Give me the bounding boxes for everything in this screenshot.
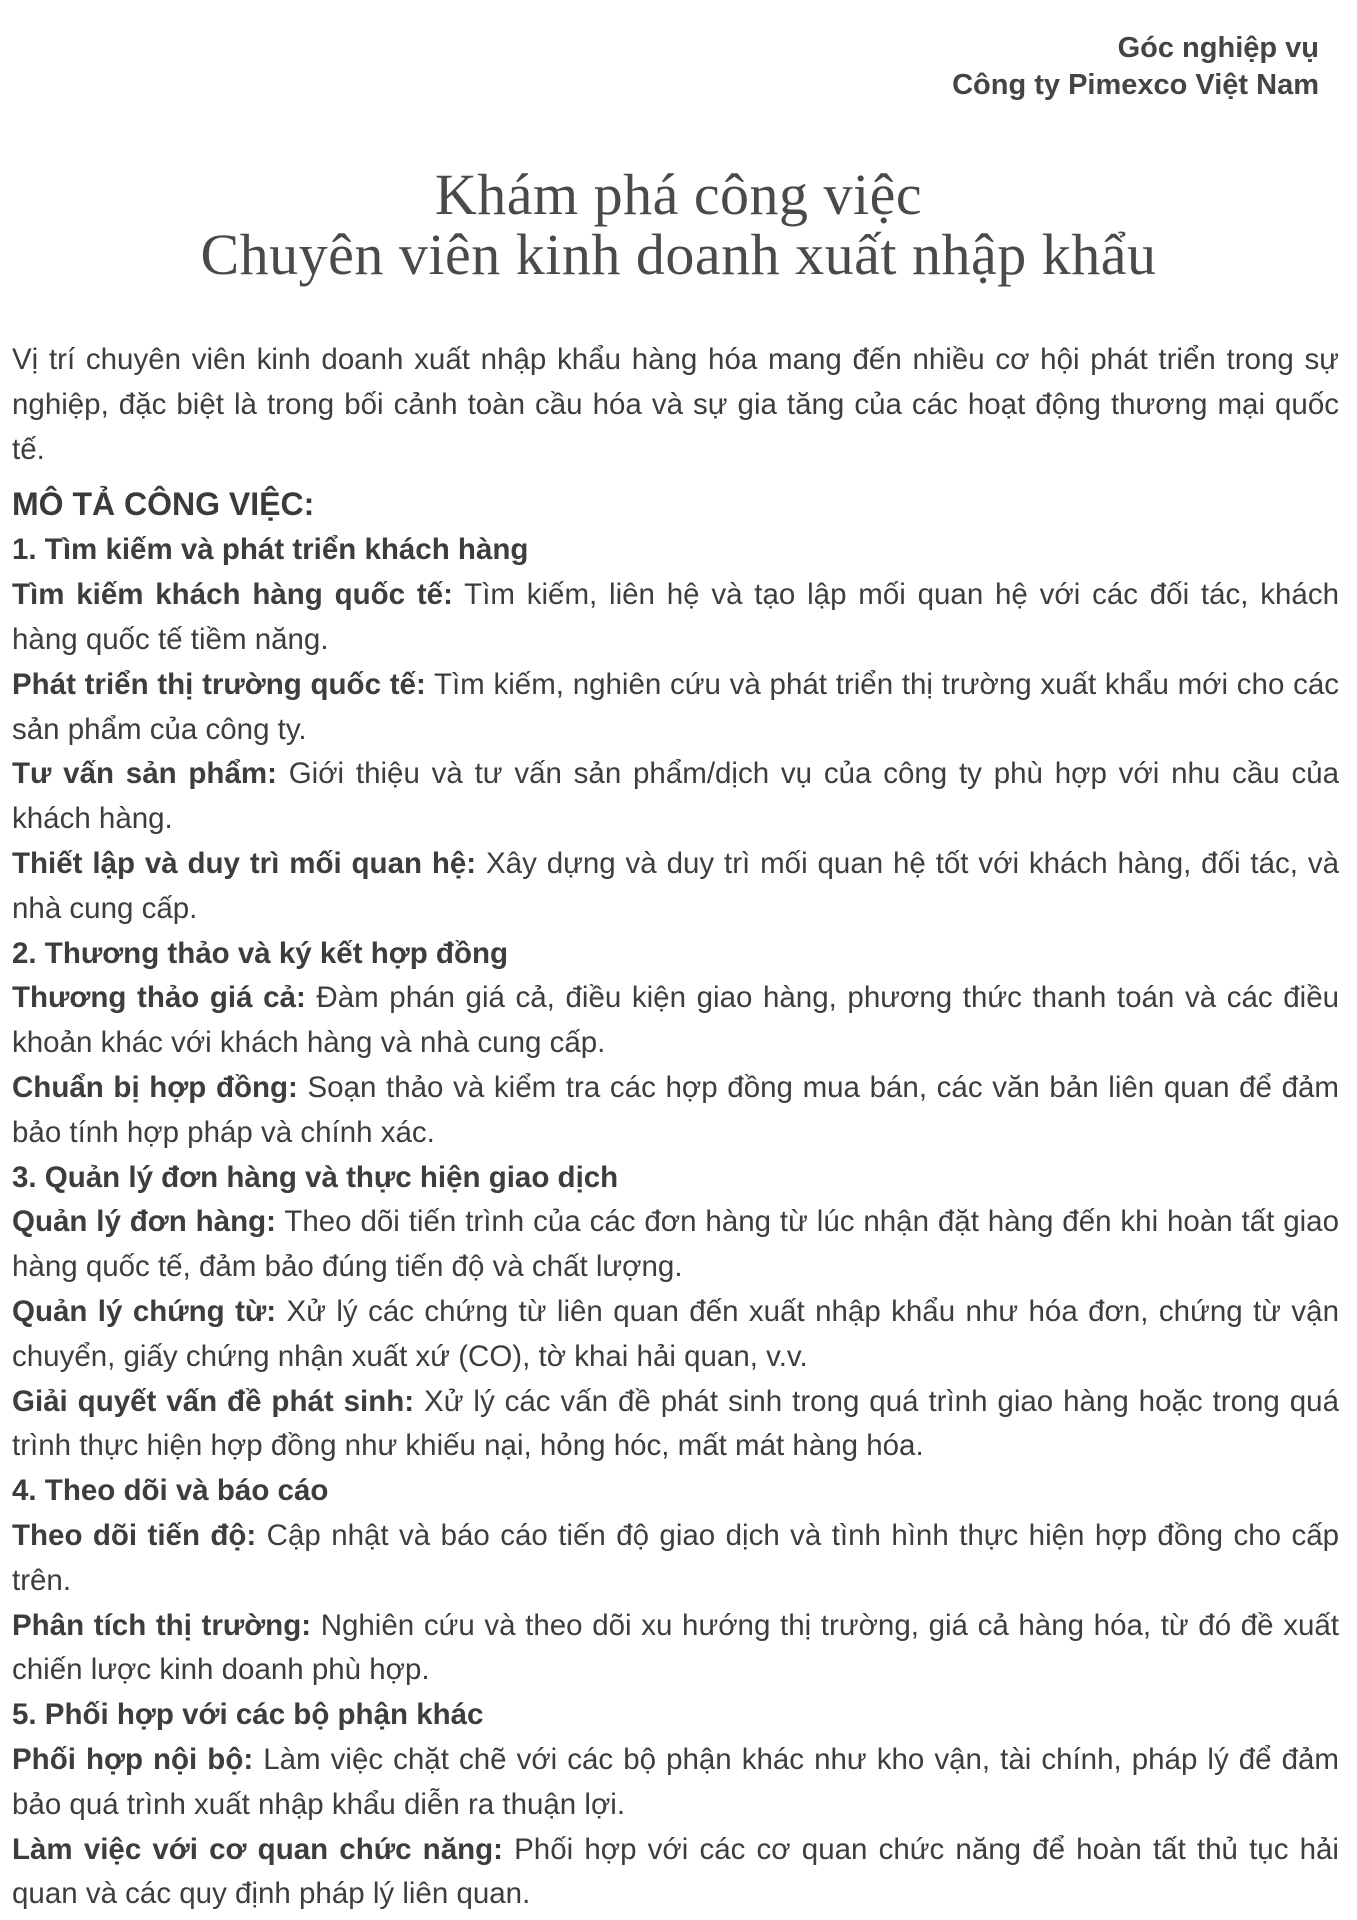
item-text: Nghiên cứu và theo dõi xu hướng thị trường, giá cả hàng hóa, từ đó đề xuất chiến lược kinh doanh phù hợp.: [12, 1608, 1339, 1687]
list-item: [12, 573, 1339, 663]
item-label: Thiết lập và duy trì mối quan hệ:: [12, 846, 477, 880]
list-item: [12, 976, 1339, 1066]
item-text: Soạn thảo và kiểm tra các hợp đồng mua bán, các văn bản liên quan để đảm bảo tính hợp pháp và chính xác.: [12, 1070, 1339, 1149]
list-item: [12, 1514, 1339, 1604]
list-item: [12, 1828, 1339, 1918]
item-text: Tìm kiếm, liên hệ và tạo lập mối quan hệ với các đối tác, khách hàng quốc tế tiềm năng.: [12, 578, 1339, 656]
item-label: Thương thảo giá cả:: [12, 981, 306, 1015]
group-heading: 1. Tìm kiếm và phát triển khách hàng: [12, 533, 529, 567]
title-line-2: Chuyên viên kinh doanh xuất nhập khẩu: [200, 222, 1157, 287]
header-line-2: Công ty Pimexco Việt Nam: [952, 69, 1319, 101]
item-text: Xây dựng và duy trì mối quan hệ tốt với khách hàng, đối tác, và nhà cung cấp.: [12, 846, 1339, 925]
item-text: Theo dõi tiến trình của các đơn hàng từ lúc nhận đặt hàng đến khi hoàn tất giao hàng quốc tế, đảm bảo đúng tiến độ và chất lượng.: [12, 1205, 1339, 1284]
group-heading: 2. Thương thảo và ký kết hợp đồng: [12, 936, 509, 970]
item-label: Giải quyết vấn đề phát sinh:: [12, 1384, 415, 1418]
item-text: Cập nhật và báo cáo tiến độ giao dịch và tình hình thực hiện hợp đồng cho cấp trên.: [12, 1518, 1340, 1597]
list-item: [12, 1380, 1339, 1470]
page-title: [0, 162, 1357, 287]
item-text: Phối hợp với các cơ quan chức năng để hoàn tất thủ tục hải quan và các quy định pháp lý liên quan.: [12, 1832, 1339, 1911]
intro-paragraph: Vị trí chuyên viên kinh doanh xuất nhập khẩu hàng hóa mang đến nhiều cơ hội phát triển trong sự nghiệp, đặc biệt là trong bối cảnh toàn cầu hóa và sự gia tăng của các hoạt động thương mại quốc tế.: [12, 343, 1339, 466]
item-label: Phát triển thị trường quốc tế:: [12, 667, 426, 701]
header-line-1: Góc nghiệp vụ: [1117, 32, 1319, 64]
item-text: Xử lý các chứng từ liên quan đến xuất nhập khẩu như hóa đơn, chứng từ vận chuyển, giấy chứng nhận xuất xứ (CO), tờ khai hải quan, v.v.: [12, 1294, 1339, 1373]
item-text: Đàm phán giá cả, điều kiện giao hàng, phương thức thanh toán và các điều khoản khác với khách hàng và nhà cung cấp.: [12, 981, 1340, 1060]
group-heading: 3. Quản lý đơn hàng và thực hiện giao dịch: [12, 1160, 619, 1194]
item-text: Xử lý các vấn đề phát sinh trong quá trình giao hàng hoặc trong quá trình thực hiện hợp đồng như khiếu nại, hỏng hóc, mất mát hàng hóa.: [12, 1384, 1339, 1463]
header-block: [952, 30, 1319, 104]
item-text: Làm việc chặt chẽ với các bộ phận khác như kho vận, tài chính, pháp lý để đảm bảo quá trình xuất nhập khẩu diễn ra thuận lợi.: [12, 1742, 1339, 1821]
item-label: Làm việc với cơ quan chức năng:: [12, 1832, 503, 1866]
list-item: [12, 842, 1339, 932]
item-label: Quản lý đơn hàng:: [12, 1205, 276, 1239]
item-text: Tìm kiếm, nghiên cứu và phát triển thị trường xuất khẩu mới cho các sản phẩm của công ty.: [12, 667, 1339, 746]
list-item: [12, 1066, 1339, 1156]
item-label: Theo dõi tiến độ:: [12, 1518, 257, 1552]
item-label: Chuẩn bị hợp đồng:: [12, 1070, 298, 1104]
title-line-1: Khám phá công việc: [434, 162, 923, 227]
section-heading: MÔ TẢ CÔNG VIỆC:: [12, 486, 315, 523]
list-item: [12, 752, 1339, 842]
item-label: Tìm kiếm khách hàng quốc tế:: [12, 578, 453, 612]
item-label: Quản lý chứng từ:: [12, 1294, 277, 1328]
group-heading: 5. Phối hợp với các bộ phận khác: [12, 1698, 484, 1732]
list-item: [12, 1290, 1339, 1380]
main-content: [12, 338, 1339, 1917]
list-item: [12, 1200, 1339, 1290]
item-text: Giới thiệu và tư vấn sản phẩm/dịch vụ của công ty phù hợp với nhu cầu của khách hàng.: [12, 757, 1340, 836]
list-item: [12, 1738, 1339, 1828]
list-item: [12, 663, 1339, 753]
item-label: Phân tích thị trường:: [12, 1608, 312, 1642]
list-item: [12, 1604, 1339, 1694]
item-label: Tư vấn sản phẩm:: [12, 757, 277, 791]
item-label: Phối hợp nội bộ:: [12, 1742, 254, 1776]
group-heading: 4. Theo dõi và báo cáo: [12, 1474, 329, 1508]
